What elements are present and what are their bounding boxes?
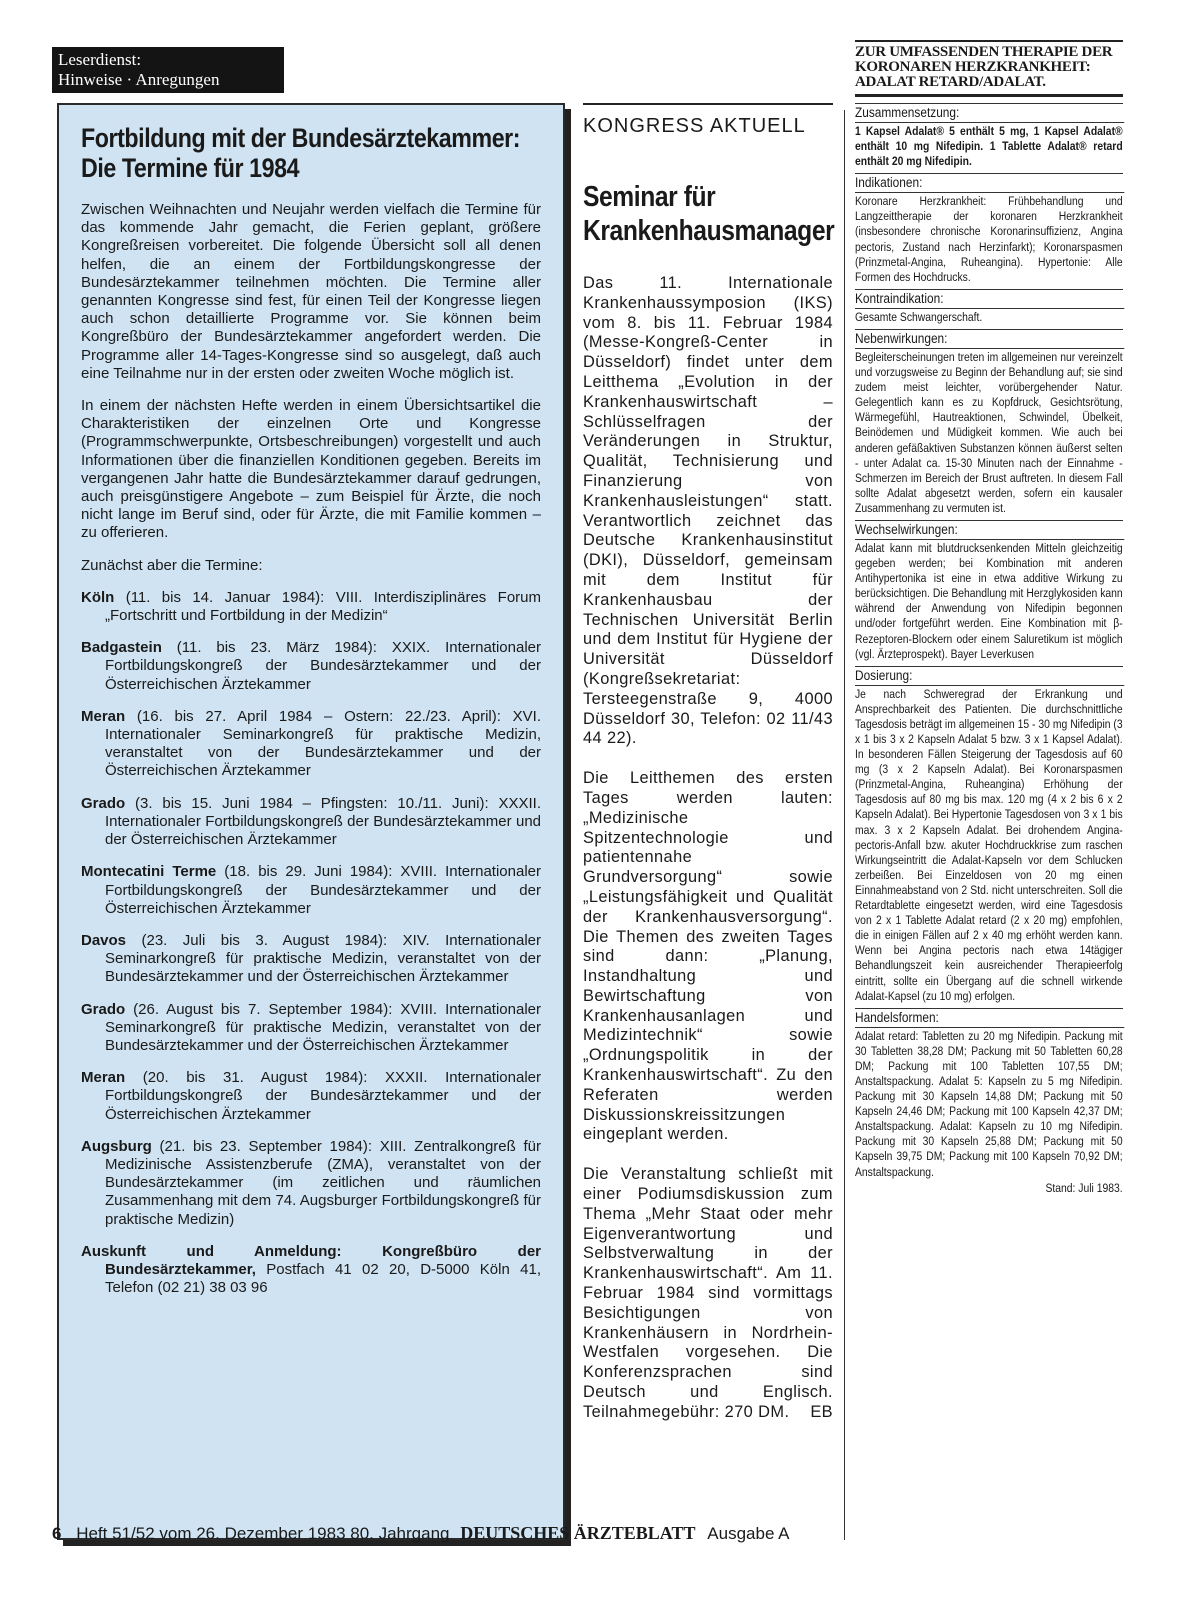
info-section-contraindication [855,289,1123,325]
contact-info [81,1243,541,1298]
page-footer [52,1523,1152,1544]
event-place: Badgastein [81,639,162,657]
section-body: Begleiterscheinungen treten im allgemeinen nur vereinzelt und vorzugsweise zu Beginn der Behandlung auf; sie sind zudem meist leichter, vorübergehender Natur. Gelegentlich kann es zu Kopfdruck, Gesichtsrötung, Wärmegefühl, Hautreaktionen, Schwindel, Übelkeit, Beinödemen und Müdigkeit kommen. Wie auch bei anderen gefäßaktiven Substanzen können äußerst selten - unter Adalat ca. 15-30 Minuten nach der Einnahme - Schmerzen im Bereich der Brust auftreten. In diesem Fall sollte Adalat abgesetzt werden, sofern ein kausaler Zusammenhang zu vermuten ist. [855,349,1123,515]
info-section-dosage [855,666,1123,1004]
event-place: Meran [81,1069,126,1087]
info-section-interactions [855,520,1123,662]
intro-paragraph-2: In einem der nächsten Hefte werden in einem Übersichtsartikel die Charakteristiken der einzelnen Orte und Kongresse (Programmschwerpunkte, Ortsbeschreibungen) vorgestellt und auch Informationen über die finanziellen Konditionen gegeben. Bereits im vergangenen Jahr hatte die Bundesärztekammer darauf gedrungen, auch preisgünstigere Angebote – zum Beispiel für Ärzte, die noch nicht lange im Beruf sind, oder für Ärzte, die mit Familie kommen – zu offerieren. [81,397,541,542]
section-heading: Wechselwirkungen: [855,521,1124,540]
event-text: (26. August bis 7. September 1984): XVIII. Internationaler Seminarkongreß für praktische Medizin, veranstaltet von der Bundesärztekammer und der Österreichischen Ärztekammer [105,1000,541,1054]
event-place: Grado [81,1000,126,1018]
section-heading: Indikationen: [855,174,1124,193]
event-place: Augsburg [81,1137,152,1155]
event-item [81,708,541,781]
event-place: Meran [81,707,126,725]
contact-address: Postfach 41 02 20, D-5000 Köln 41, Telefon (02 21) 38 03 96 [105,1260,541,1297]
event-place: Montecatini Terme [81,863,217,881]
event-item [81,863,541,918]
event-item [81,639,541,694]
badge-line-2: Hinweise · Anregungen [58,70,220,89]
event-text: (16. bis 27. April 1984 – Ostern: 22./23. April): XVI. Internationaler Seminarkongreß für praktische Medizin, veranstaltet von der Bundesärztekammer und der Österreichischen Ärztekammer [105,707,541,780]
fortbildung-box [57,103,565,1540]
event-item [81,1069,541,1124]
event-text: (23. Juli bis 3. August 1984): XIV. Internationaler Seminarkongreß für praktische Medizin, veranstaltet von der Bundesärztekammer und der Österreichischen Ärztekammer [105,931,541,986]
adalat-info-column [855,40,1123,1196]
section-body: Adalat retard: Tabletten zu 20 mg Nifedipin. Packung mit 30 Tabletten 38,28 DM; Packung mit 50 Tabletten 60,28 DM; Packung mit 100 Tabletten 107,55 DM; Anstaltspackung. Adalat 5: Kapseln zu 5 mg Nifedipin. Packung mit 30 Kapseln 14,88 DM; Packung mit 50 Kapseln 24,46 DM; Packung mit 100 Kapseln 42,37 DM; Anstaltspackung. Adalat: Kapseln zu 10 mg Nifedipin. Packung mit 30 Kapseln 25,88 DM; Packung mit 50 Kapseln 39,75 DM; Packung mit 100 Kapseln 70,92 DM; Anstaltspackung. [855,1028,1123,1179]
section-body: 1 Kapsel Adalat® 5 enthält 5 mg, 1 Kapsel Adalat® enthält 10 mg Nifedipin. 1 Tablette Adalat® retard enthält 20 mg Nifedipin. [855,124,1123,169]
section-heading: Handelsformen: [855,1009,1124,1028]
badge-line-1: Leserdienst: [58,50,142,69]
article-paragraph-3-text: Die Veranstaltung schließt mit einer Podiumsdiskussion zum Thema „Mehr Staat oder mehr Eigenverantwortung und Selbstverwaltung in der Krankenhauswirtschaft“. Am 11. Februar 1984 sind vormittags Besichtigungen von Krankenhäusern in Nordrhein-Westfalen vorgesehen. Die Konferenzsprachen sind Deutsch und Englisch. Teilnahmegebühr: 270 DM. [583,1165,833,1421]
event-text: (20. bis 31. August 1984): XXXII. Internationaler Fortbildungskongreß der Bundesärztekammer und der Österreichischen Ärztekammer [105,1069,541,1123]
section-heading: Dosierung: [855,667,1124,686]
event-item [81,1138,541,1229]
event-place: Grado [81,794,126,812]
section-heading: Nebenwirkungen: [855,330,1124,349]
section-body: Gesamte Schwangerschaft. [855,309,983,324]
intro-paragraph-3: Zunächst aber die Termine: [81,556,263,574]
event-text: (21. bis 23. September 1984): XIII. Zentralkongreß für Medizinische Assistenzberufe (ZMA), veranstaltet von der Bundesärztekammer (im zeitlichen und räumlichen Zusammenhang mit dem 74. Augsburger Fortbildungskongreß für praktische Medizin) [105,1137,541,1228]
article-paragraph-3 [583,1165,833,1422]
section-heading: Zusammensetzung: [855,104,1124,123]
column-divider [844,110,845,1540]
info-section-forms [855,1008,1123,1196]
author-signature: EB [810,1402,833,1421]
revision-date: Stand: Juli 1983. [1045,1180,1123,1195]
section-badge [52,47,284,93]
section-body: Koronare Herzkrankheit: Frühbehandlung und Langzeittherapie der koronaren Herzkrankheit (insbesondere chronische Koronarinsuffizienz, Angina pectoris, Zustand nach Herzinfarkt); Koronarspasmen (Prinzmetal-Angina, Ruheangina). Hypertonie: Alle Formen des Hochdrucks. [855,194,1123,284]
section-body: Adalat kann mit blutdrucksenkenden Mitteln gleichzeitig gegeben werden; bei Kombination mit anderen Antihypertonika ist eine in etwa additive Wirkung zu berücksichtigen. Die Behandlung mit Herzglykosiden kann während der Anwendung von Nifedipin begonnen und/oder fortgeführt werden. Eine Kombination mit β-Rezeptoren-Blockern oder einem Saluretikum ist möglich (vgl. Ärzteprospekt). Bayer Leverkusen [855,540,1123,661]
contact-label: Auskunft und Anmeldung: Kongreßbüro der Bundesärztekammer, [81,1242,541,1278]
box-title: Fortbildung mit der Bundesärztekammer: Die Termine für 1984 [81,123,521,183]
article-kicker: KONGRESS AKTUELL [583,115,806,137]
event-item [81,795,541,850]
intro-paragraph-1: Zwischen Weihnachten und Neujahr werden vielfach die Termine für das kommende Jahr gemacht, die Ferien geplant, größere Kongreßreisen vorbereitet. Die folgende Übersicht soll all denen helfen, die an einem der Fortbildungskongresse der Bundesärztekammer teilnehmen möchten. Die Termine aller genannten Kongresse sind fest, für einen Teil der Kongresse liegen auch schon detaillierte Programme vor. Sie können beim Kongreßbüro der Bundesärztekammer angefordert werden. Die Programme aller 14-Tages-Kongresse sind so ausgelegt, daß auch eine Teilnahme nur in der ersten oder zweiten Woche möglich ist. [81,201,541,382]
magazine-name: DEUTSCHES ÄRZTEBLATT [460,1523,696,1543]
congress-article [583,103,833,1443]
section-heading: Kontraindikation: [855,290,1124,309]
banner-bottom-rule [855,94,1123,97]
edition-label: Ausgabe A [707,1524,790,1543]
info-section-indications [855,173,1123,285]
section-body: Je nach Schweregrad der Erkrankung und Ansprechbarkeit des Patienten. Die durchschnittliche Tagesdosis beträgt im allgemeinen 15 - 30 mg Nifedipin (3 x 1 bis 3 x 2 Kapseln Adalat 5 bzw. 3 x 1 Kapsel Adalat). In besonderen Fällen Steigerung der Tagesdosis auf 60 mg (3 x 2 Kapseln Adalat). Bei Koronarspasmen (Prinzmetal-Angina, Ruheangina) Erhöhung der Tagesdosis auf 80 mg bis max. 120 mg (4 x 2 bis 6 x 2 Kapseln Adalat). Bei Hypertonie Tagesdosen von 3 x 1 bis max. 3 x 2 Kapseln Adalat. Bei drohendem Angina-pectoris-Anfall bzw. akuter Hochdruckkrise zum raschen Wirkungseintritt die Adalat-Kapseln vor dem Schlucken zerbeißen. Bei Einzeldosen von 20 mg einen Einnahmeabstand von 2 Std. nicht unterschreiten. Soll die Retardtablette eingesetzt werden, wird eine Tagesdosis von 2 x 1 Tablette Adalat retard (2 x 20 mg) empfohlen, die in einigen Fällen auf 2 x 40 mg erhöht werden kann. Wenn bei Angina pectoris nach etwa 14tägiger Behandlungszeit kein ausreichender Therapieerfolg eintritt, sollte ein Übergang auf die schnell wirkende Adalat-Kapsel (zu 10 mg) erfolgen. [855,686,1123,1003]
event-place: Köln [81,588,115,606]
ad-banner-title: ZUR UMFASSENDEN THERAPIE DER KORONAREN HERZKRANKHEIT: ADALAT RETARD/ADALAT. [855,44,1113,90]
event-text: (18. bis 29. Juni 1984): XVIII. Internationaler Fortbildungskongreß der Bundesärztekammer und der Österreichischen Ärztekammer [105,863,541,917]
info-section-composition [855,103,1123,169]
event-text: (3. bis 15. Juni 1984 – Pfingsten: 10./11. Juni): XXXII. Internationaler Fortbildungskongreß der Bundesärztekammer und der Österreichischen Ärztekammer [105,794,541,849]
info-section-side-effects [855,329,1123,516]
top-rule [583,103,833,105]
event-item [81,932,541,987]
issue-info: Heft 51/52 vom 26. Dezember 1983 80. Jahrgang [76,1524,450,1543]
event-text: (11. bis 14. Januar 1984): VIII. Interdisziplinäres Forum „Fortschritt und Fortbildung in der Medizin“ [105,588,541,625]
article-paragraph-1: Das 11. Internationale Krankenhaussymposion (IKS) vom 8. bis 11. Februar 1984 (Messe-Kongreß-Center in Düsseldorf) findet unter dem Leitthema „Evolution in der Krankenhauswirtschaft – Schlüsselfragen der Veränderungen in Struktur, Qualität, Technisierung und Finanzierung von Krankenhausleistungen“ statt. Verantwortlich zeichnet das Deutsche Krankenhausinstitut (DKI), Düsseldorf, gemeinsam mit dem Institut für Krankenhausbau der Technischen Universität Berlin und dem Institut für Hygiene der Universität Düsseldorf (Kongreßsekretariat: Tersteegenstraße 9, 4000 Düsseldorf 30, Telefon: 02 11/43 44 22). [583,274,833,748]
article-paragraph-2: Die Leitthemen des ersten Tages werden lauten: „Medizinische Spitzentechnologie und patientennahe Grundversorgung“ sowie „Leistungsfähigkeit und Qualität der Krankenhausversorgung“. Die Themen des zweiten Tages sind dann: „Planung, Instandhaltung und Bewirtschaftung von Krankenhausanlagen und Medizintechnik“ sowie „Ordnungspolitik in der Krankenhauswirtschaft“. Zu den Referaten werden Diskussionskreissitzungen eingeplant werden. [583,769,833,1144]
event-item [81,1001,541,1056]
page-number: 6 [52,1524,62,1543]
event-place: Davos [81,931,127,949]
event-text: (11. bis 23. März 1984): XXIX. Internationaler Fortbildungskongreß der Bundesärztekammer und der Österreichischen Ärztekammer [105,639,541,693]
event-item [81,589,541,625]
article-title: Seminar für Krankenhausmanager [583,181,835,247]
